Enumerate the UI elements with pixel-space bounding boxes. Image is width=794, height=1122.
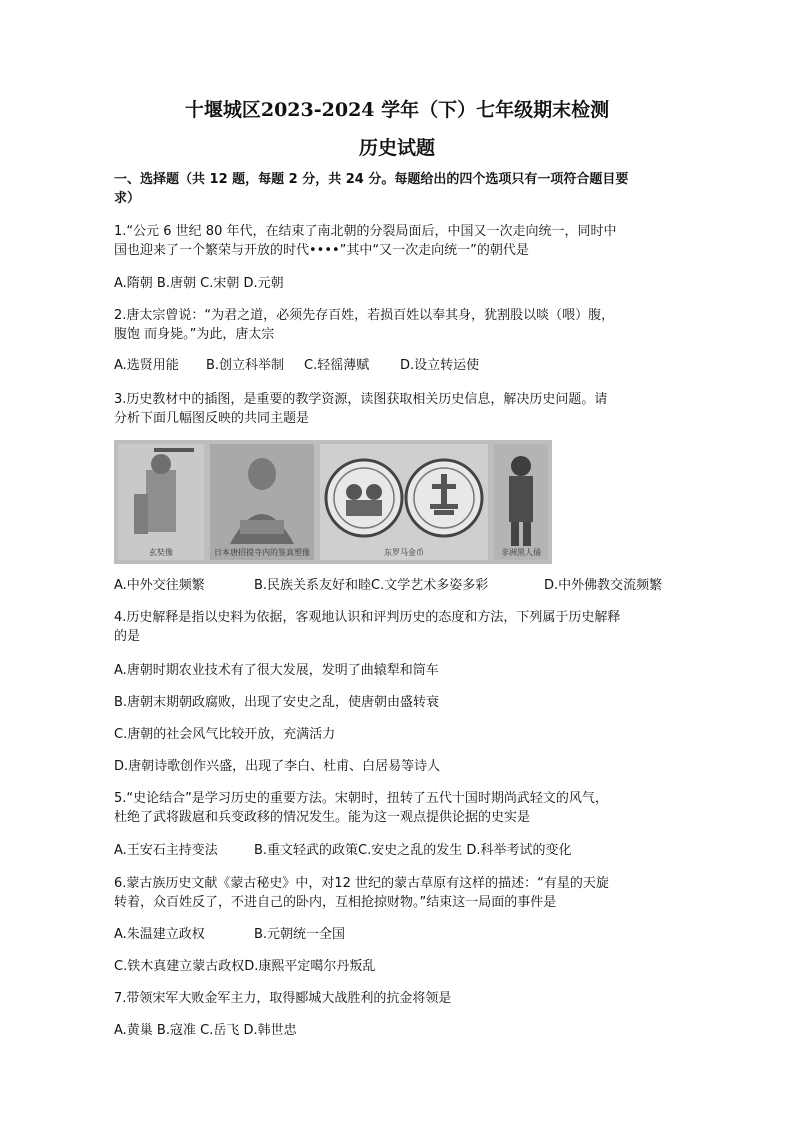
- exam-subtitle: 历史试题: [358, 137, 435, 159]
- q6-stem-line2: 转着，众百姓反了，不进自己的卧内，互相抢掠财物。”结束这一局面的事件是: [114, 895, 557, 910]
- q1-options: A.隋朝 B.唐朝 C.宋朝 D.元朝: [114, 276, 284, 291]
- q2-option-a: A.选贤用能: [114, 358, 179, 373]
- byzantine-coins-illustration: [320, 444, 488, 560]
- q4-option-c: C.唐朝的社会风气比较开放，充满活力: [114, 727, 336, 742]
- q5-stem-line2: 杜绝了武将跋扈和兵变政移的情况发生。能为这一观点提供论据的史实是: [114, 810, 531, 825]
- jianzhen-statue-illustration: [210, 444, 314, 560]
- q7-stem: 7.带领宋军大败金军主力，取得郾城大战胜利的抗金将领是: [114, 991, 452, 1006]
- q2-option-c: C.轻徭薄赋: [304, 358, 370, 373]
- q5-option-a: A.王安石主持变法: [114, 843, 218, 858]
- q3-option-d: D.中外佛教交流频繁: [544, 578, 663, 593]
- q6-stem-line1: 6.蒙古族历史文献《蒙古秘史》中，对12 世纪的蒙古草原有这样的描述：“有星的天旋: [114, 876, 609, 891]
- caption-xuanzang: 玄奘像: [149, 548, 173, 557]
- q4-option-a: A.唐朝时期农业技术有了很大发展，发明了曲辕犁和筒车: [114, 663, 439, 678]
- caption-figurine: 非洲黑人俑: [501, 548, 541, 557]
- q1-stem-line1: 1.“公元 6 世纪 80 年代，在结束了南北朝的分裂局面后，中国又一次走向统一，同时中: [114, 224, 617, 239]
- q3-illustration-strip: [114, 440, 552, 564]
- xuanzang-illustration: [118, 444, 204, 560]
- exam-title: 十堰城区2023-2024 学年（下）七年级期末检测: [184, 99, 610, 121]
- q6-option-a: A.朱温建立政权: [114, 927, 205, 942]
- q5-option-bcd: B.重文轻武的政策C.安史之乱的发生 D.科举考试的变化: [254, 843, 572, 858]
- q4-stem-line2: 的是: [114, 629, 141, 644]
- african-figurine-illustration: [494, 444, 548, 560]
- q1-stem-line2: 国也迎来了一个繁荣与开放的时代••••”其中“又一次走向统一”的朝代是: [114, 243, 529, 258]
- q6-option-b: B.元朝统一全国: [254, 927, 346, 942]
- q4-option-d: D.唐朝诗歌创作兴盛，出现了李白、杜甫、白居易等诗人: [114, 759, 441, 774]
- q2-option-d: D.设立转运使: [400, 358, 480, 373]
- q3-stem-line2: 分析下面几幅图反映的共同主题是: [114, 411, 310, 426]
- q4-option-b: B.唐朝末期朝政腐败，出现了安史之乱，使唐朝由盛转衰: [114, 695, 440, 710]
- q6-options-row2: C.铁木真建立蒙古政权D.康熙平定噶尔丹叛乱: [114, 959, 376, 974]
- section-heading-line1: 一、选择题（共 12 题，每题 2 分，共 24 分。每题给出的四个选项只有一项符合题目要: [114, 172, 629, 187]
- q2-option-b: B.创立科举制: [206, 358, 285, 373]
- q3-stem-line1: 3.历史教材中的插图，是重要的教学资源，读图获取相关历史信息，解决历史问题。请: [114, 392, 608, 407]
- q2-stem-line2: 腹饱 而身毙。”为此，唐太宗: [114, 327, 275, 342]
- caption-coin: 东罗马金币: [384, 548, 424, 557]
- q2-stem-line1: 2.唐太宗曾说：“为君之道，必须先存百姓，若损百姓以奉其身，犹割股以啖（喂）腹，: [114, 308, 615, 323]
- q7-options: A.黄巢 B.寇准 C.岳飞 D.韩世忠: [114, 1023, 297, 1038]
- section-heading-line2: 求）: [114, 191, 141, 206]
- q4-stem-line1: 4.历史解释是指以史料为依据，客观地认识和评判历史的态度和方法，下列属于历史解释: [114, 610, 621, 625]
- q3-option-a: A.中外交往频繁: [114, 578, 205, 593]
- q3-option-bc: B.民族关系友好和睦C.文学艺术多姿多彩: [254, 578, 489, 593]
- q5-stem-line1: 5.“史论结合”是学习历史的重要方法。宋朝时，扭转了五代十国时期尚武轻文的风气，: [114, 791, 608, 806]
- caption-jianzhen: 日本唐招提寺内的鉴真塑像: [214, 548, 310, 557]
